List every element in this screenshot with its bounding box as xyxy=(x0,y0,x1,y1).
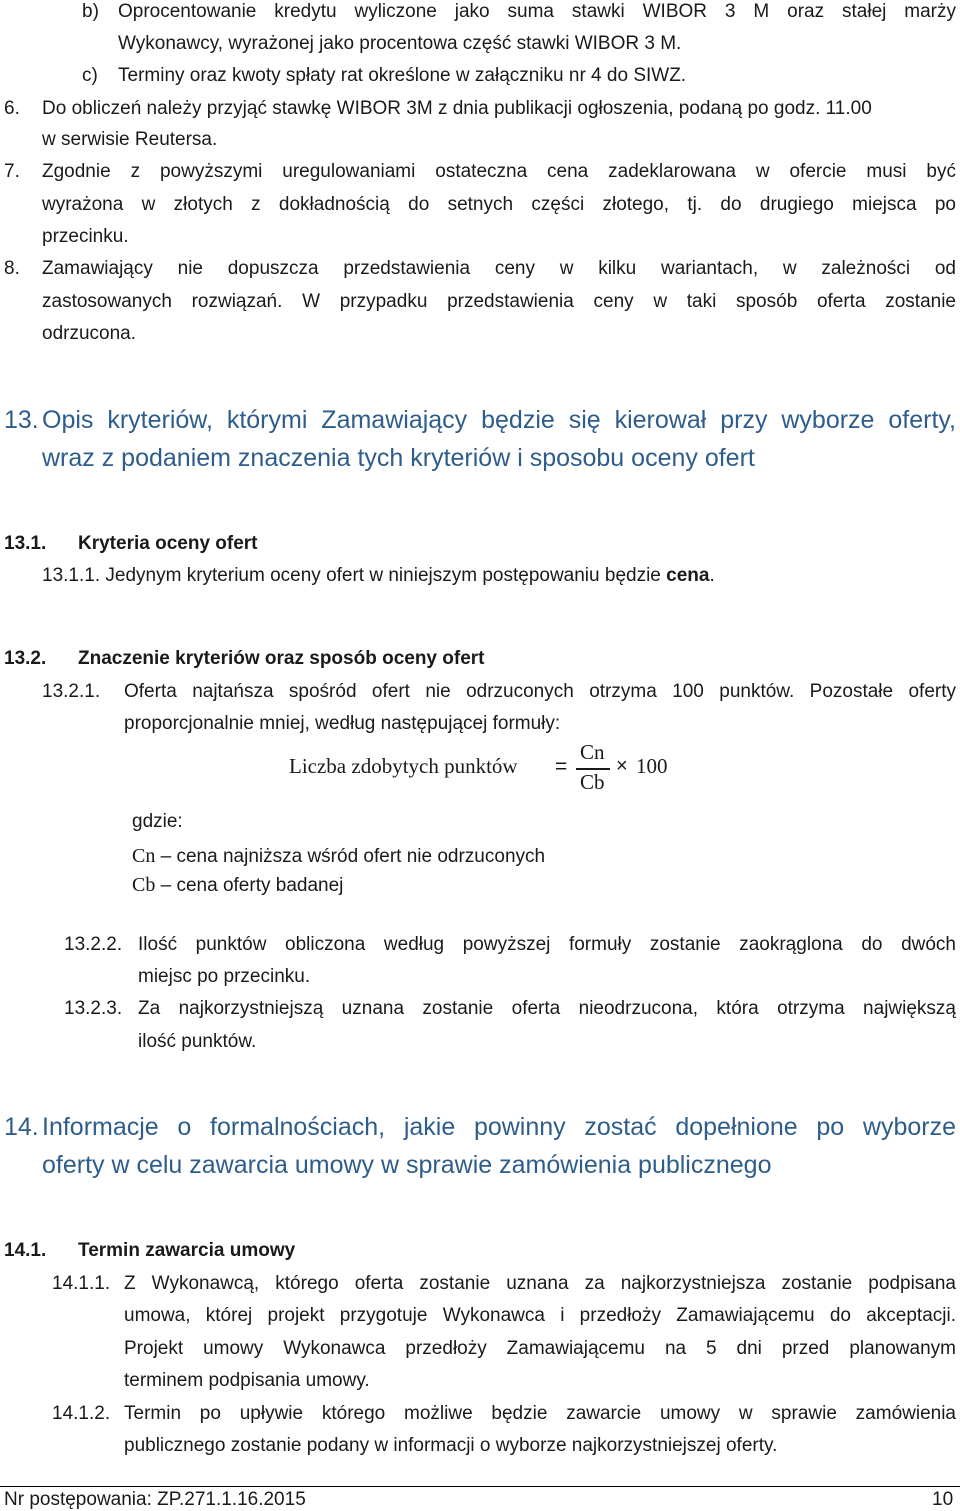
formula-left: Liczba zdobytych punktów xyxy=(289,754,518,778)
footer-reference: Nr postępowania: ZP.271.1.16.2015 xyxy=(4,1489,306,1510)
where-cn xyxy=(132,846,545,866)
where-cn-dash: – xyxy=(160,846,172,867)
section-14-heading-line2: oferty w celu zawarcia umowy w sprawie zamówienia publicznego xyxy=(42,1151,772,1179)
formula-equals: = xyxy=(555,755,568,778)
section-13-2-title: Znaczenie kryteriów oraz sposób oceny ofert xyxy=(78,648,485,669)
para-8-line2: zastosowanych rozwiązań. W przypadku przedstawienia ceny w taki sposób oferta zostanie xyxy=(42,291,956,312)
where-label: gdzie: xyxy=(132,811,183,832)
section-14-number: 14. xyxy=(4,1113,39,1141)
item-13-2-2-number: 13.2.2. xyxy=(64,934,123,955)
page-number: 10 xyxy=(932,1489,954,1510)
section-13-2-number: 13.2. xyxy=(4,648,47,669)
section-14-1-number: 14.1. xyxy=(4,1240,47,1261)
para-7-line1: Zgodnie z powyższymi uregulowaniami ostateczna cena zadeklarowana w ofercie musi być xyxy=(42,161,956,182)
para-8-line3: odrzucona. xyxy=(42,323,137,344)
item-14-1-1-line4: terminem podpisania umowy. xyxy=(124,1370,370,1391)
item-13-2-3-number: 13.2.3. xyxy=(64,998,123,1019)
section-14-1-title: Termin zawarcia umowy xyxy=(78,1240,296,1261)
item-13-1-1-text: Jedynym kryterium oceny ofert w niniejszym postępowaniu będzie xyxy=(105,565,661,586)
para-6-line1: Do obliczeń należy przyjąć stawkę WIBOR 3M z dnia publikacji ogłoszenia, podaną po godz. 11.00 xyxy=(42,98,872,119)
item-13-1-1-number: 13.1.1. xyxy=(42,565,101,586)
item-13-2-3-line2: ilość punktów. xyxy=(138,1031,257,1052)
item-14-1-1-line3: Projekt umowy Wykonawca przedłoży Zamawiającemu na 5 dni przed planowanym xyxy=(124,1338,956,1359)
item-14-1-1-line1: Z Wykonawcą, którego oferta zostanie uznana za najkorzystniejsza zostanie podpisana xyxy=(124,1273,956,1294)
item-13-2-2-line2: miejsc po przecinku. xyxy=(138,966,311,987)
item-13-1-1-bold: cena xyxy=(666,565,710,586)
item-14-1-1-number: 14.1.1. xyxy=(52,1273,111,1294)
item-13-2-3-line1: Za najkorzystniejszą uznana zostanie oferta nieodrzucona, która otrzyma największą xyxy=(138,998,956,1019)
where-cn-text: cena najniższa wśród ofert nie odrzuconych xyxy=(176,846,546,867)
section-13-1-number: 13.1. xyxy=(4,533,47,554)
where-cb-symbol: Cb xyxy=(132,874,156,896)
item-13-1-1-end: . xyxy=(709,565,715,586)
list-label-b: b) xyxy=(82,1,99,22)
item-13-1-1 xyxy=(42,566,715,585)
where-cn-symbol: Cn xyxy=(132,845,156,867)
para-7-number: 7. xyxy=(4,161,20,182)
item-13-2-1-line2: proporcjonalnie mniej, według następującej formuły: xyxy=(124,713,561,734)
item-13-2-1-number: 13.2.1. xyxy=(42,681,101,702)
para-6-line2: w serwisie Reutersa. xyxy=(42,129,218,150)
para-7-line2: wyrażona w złotych z dokładnością do setnych części złotego, tj. do drugiego miejsca po xyxy=(42,194,956,215)
footer-divider xyxy=(0,1486,960,1487)
where-cb-dash: – xyxy=(160,875,172,896)
item-14-1-2-line2: publicznego zostanie podany w informacji o wyborze najkorzystniejszej oferty. xyxy=(124,1435,778,1456)
para-7-line3: przecinku. xyxy=(42,226,129,247)
where-cb-text: cena oferty badanej xyxy=(176,875,344,896)
para-8-number: 8. xyxy=(4,258,20,279)
where-cb xyxy=(132,875,343,895)
section-14-heading-line1: Informacje o formalnościach, jakie powinny zostać dopełnione po wyborze xyxy=(42,1113,956,1141)
item-13-2-1-line1: Oferta najtańsza spośród ofert nie odrzuconych otrzyma 100 punktów. Pozostałe oferty xyxy=(124,681,956,702)
formula-factor: 100 xyxy=(636,754,668,778)
section-13-1-title: Kryteria oceny ofert xyxy=(78,533,258,554)
item-14-1-1-line2: umowa, której projekt przygotuje Wykonawca i przedłoży Zamawiającemu do akceptacji. xyxy=(124,1305,956,1326)
para-8-line1: Zamawiający nie dopuszcza przedstawienia ceny w kilku wariantach, w zależności od xyxy=(42,258,956,279)
item-13-2-2-line1: Ilość punktów obliczona według powyższej formuły zostanie zaokrąglona do dwóch xyxy=(138,934,956,955)
para-6-number: 6. xyxy=(4,98,20,119)
formula-denominator: Cb xyxy=(580,770,605,794)
list-label-c: c) xyxy=(82,65,98,86)
item-14-1-2-line1: Termin po upływie którego możliwe będzie zawarcie umowy w sprawie zamówienia xyxy=(124,1403,956,1424)
section-13-heading-line1: Opis kryteriów, którymi Zamawiający będzie się kierował przy wyborze oferty, xyxy=(42,406,956,434)
section-13-heading-line2: wraz z podaniem znaczenia tych kryteriów i sposobu oceny ofert xyxy=(42,444,755,472)
formula-times: × xyxy=(616,755,628,777)
list-item-c: Terminy oraz kwoty spłaty rat określone w załączniku nr 4 do SIWZ. xyxy=(118,65,687,86)
list-item-b-line1: Oprocentowanie kredytu wyliczone jako suma stawki WIBOR 3 M oraz stałej marży xyxy=(118,1,956,22)
section-13-number: 13. xyxy=(4,406,39,434)
item-14-1-2-number: 14.1.2. xyxy=(52,1403,111,1424)
list-item-b-line2: Wykonawcy, wyrażonej jako procentowa część stawki WIBOR 3 M. xyxy=(118,33,682,54)
formula-numerator: Cn xyxy=(580,740,605,764)
